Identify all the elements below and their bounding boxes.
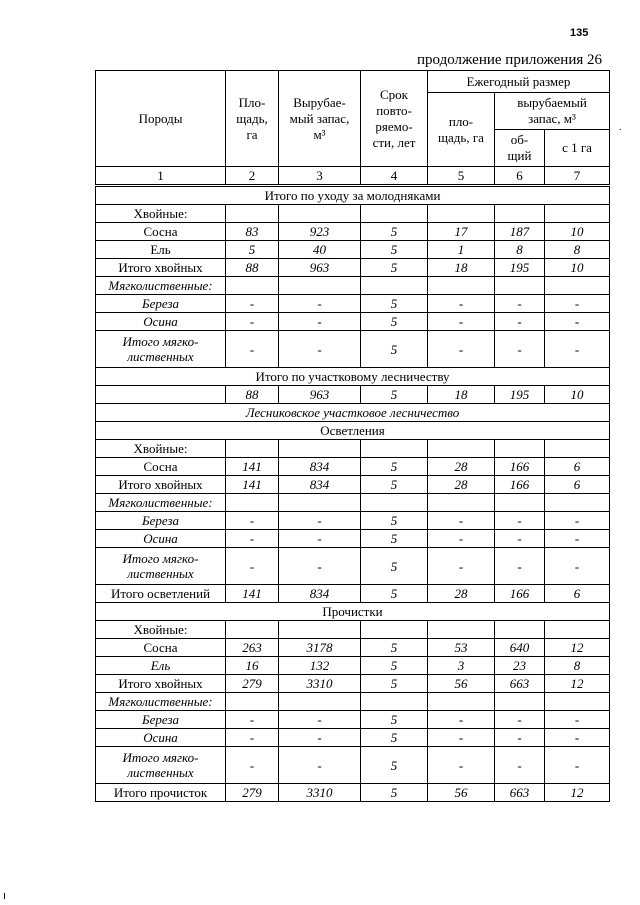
value-cell: 8 [495,241,545,259]
table-row [96,205,610,223]
value-cell [361,693,428,711]
value-cell: 5 [361,512,428,530]
value-cell: - [279,729,361,747]
value-cell: 166 [495,585,545,603]
index-cell: 3 [279,167,361,186]
page-number: 135 [570,27,589,39]
value-cell: 16 [226,657,279,675]
value-cell [226,205,279,223]
value-cell [495,621,545,639]
value-cell [279,205,361,223]
value-cell: 5 [361,259,428,277]
value-cell: 834 [279,458,361,476]
value-cell: 88 [226,386,279,404]
value-cell: 56 [428,675,495,693]
value-cell: 5 [361,241,428,259]
header-annual: Ежегодный размер [428,71,610,93]
header-annual-area: пло- щадь, га [428,93,495,167]
value-cell: 10 [545,386,610,404]
index-cell: 7 [545,167,610,186]
value-cell [428,621,495,639]
table-row [96,458,610,476]
value-cell [545,440,610,458]
header-period: Срок повто- ряемо- сти, лет [361,71,428,167]
value-cell: 53 [428,639,495,657]
value-cell: - [545,747,610,784]
header-stock: Вырубае- мый запас, м³ [279,71,361,167]
value-cell: - [226,295,279,313]
value-cell [279,494,361,512]
value-cell: 5 [361,729,428,747]
row-label: Хвойные: [96,621,226,639]
header-area: Пло- щадь, га [226,71,279,167]
value-cell: 963 [279,259,361,277]
value-cell: 5 [361,675,428,693]
index-cell: 6 [495,167,545,186]
row-label: Береза [96,512,226,530]
value-cell: 56 [428,784,495,802]
table-row [96,693,610,711]
value-cell: 12 [545,784,610,802]
value-cell: 6 [545,585,610,603]
value-cell [545,277,610,295]
column-index-row [96,167,610,186]
value-cell: 834 [279,476,361,494]
value-cell [226,621,279,639]
value-cell: - [226,711,279,729]
forestry-table [95,70,610,802]
value-cell: 5 [361,747,428,784]
row-label: Ель [96,657,226,675]
stray-tick [4,893,5,899]
value-cell [279,693,361,711]
value-cell: 279 [226,784,279,802]
table-row [96,729,610,747]
value-cell: 195 [495,386,545,404]
value-cell [495,277,545,295]
value-cell: 5 [361,530,428,548]
value-cell: 187 [495,223,545,241]
index-cell: 1 [96,167,226,186]
value-cell: - [279,331,361,368]
value-cell: 18 [428,386,495,404]
value-cell: - [545,313,610,331]
value-cell: - [428,747,495,784]
table-row [96,331,610,368]
continuation-caption: продолжение приложения 26 [417,52,602,68]
value-cell: 5 [361,476,428,494]
value-cell [226,693,279,711]
value-cell: 28 [428,458,495,476]
value-cell: - [279,313,361,331]
value-cell: - [428,295,495,313]
row-label: Мягколиственные: [96,277,226,295]
row-label: Сосна [96,223,226,241]
value-cell: - [226,512,279,530]
row-label: Итого хвойных [96,675,226,693]
value-cell: - [545,512,610,530]
value-cell: 5 [361,548,428,585]
section-heading: Лесниковское участковое лесничество [96,404,610,422]
value-cell: 18 [428,259,495,277]
value-cell [495,693,545,711]
value-cell: - [495,548,545,585]
table-row [96,548,610,585]
section-heading: Осветления [96,422,610,440]
section-heading: Итого по уходу за молодняками [96,186,610,205]
value-cell [428,277,495,295]
value-cell [545,621,610,639]
value-cell [495,440,545,458]
value-cell: 5 [361,386,428,404]
value-cell: - [545,711,610,729]
value-cell [545,494,610,512]
value-cell: 88 [226,259,279,277]
value-cell: - [495,530,545,548]
table-row [96,675,610,693]
table-row [96,476,610,494]
value-cell: - [428,313,495,331]
row-label: Мягколиственные: [96,693,226,711]
index-cell: 5 [428,167,495,186]
row-label: Осина [96,729,226,747]
value-cell: - [545,548,610,585]
table-row [96,585,610,603]
value-cell: 5 [226,241,279,259]
value-cell: 5 [361,223,428,241]
value-cell: - [226,313,279,331]
header-per-ha: с 1 га [545,130,610,167]
value-cell: 83 [226,223,279,241]
value-cell: 5 [361,711,428,729]
stray-mark: . [619,122,622,133]
row-label: Итого прочисток [96,784,226,802]
value-cell: 5 [361,639,428,657]
row-label: Береза [96,295,226,313]
row-label: Итого хвойных [96,259,226,277]
row-label: Береза [96,711,226,729]
value-cell: 923 [279,223,361,241]
value-cell: - [226,729,279,747]
value-cell: - [279,295,361,313]
value-cell [279,440,361,458]
value-cell: - [226,548,279,585]
row-label: Осина [96,530,226,548]
value-cell: 141 [226,585,279,603]
row-label: Мягколиственные: [96,494,226,512]
value-cell [226,494,279,512]
value-cell: - [226,331,279,368]
index-cell: 4 [361,167,428,186]
value-cell [495,205,545,223]
row-label: Сосна [96,458,226,476]
value-cell: 6 [545,458,610,476]
value-cell: 166 [495,476,545,494]
value-cell [361,621,428,639]
value-cell [279,277,361,295]
row-label [96,386,226,404]
value-cell: - [495,331,545,368]
row-label: Сосна [96,639,226,657]
value-cell: - [428,512,495,530]
value-cell: 663 [495,675,545,693]
value-cell: 663 [495,784,545,802]
value-cell: - [279,530,361,548]
value-cell [428,693,495,711]
value-cell: 10 [545,223,610,241]
value-cell: - [279,548,361,585]
value-cell [545,205,610,223]
value-cell: - [545,331,610,368]
value-cell [495,494,545,512]
value-cell: - [279,512,361,530]
value-cell [428,440,495,458]
value-cell: 6 [545,476,610,494]
value-cell: 5 [361,458,428,476]
value-cell: - [428,711,495,729]
value-cell: - [495,295,545,313]
table-row [96,223,610,241]
value-cell: 3310 [279,784,361,802]
value-cell: 834 [279,585,361,603]
row-label: Итого мягко- лиственных [96,331,226,368]
value-cell [545,693,610,711]
header-species: Породы [96,71,226,167]
value-cell: 132 [279,657,361,675]
section-heading: Итого по участковому лесничеству [96,368,610,386]
row-label: Итого хвойных [96,476,226,494]
value-cell: - [495,711,545,729]
table-row [96,657,610,675]
row-label: Итого мягко- лиственных [96,747,226,784]
value-cell: - [545,729,610,747]
row-label: Осина [96,313,226,331]
value-cell [361,440,428,458]
value-cell: 5 [361,657,428,675]
value-cell [361,205,428,223]
value-cell: 5 [361,784,428,802]
value-cell: - [226,530,279,548]
value-cell: 3310 [279,675,361,693]
value-cell: 1 [428,241,495,259]
table-row [96,259,610,277]
table-row [96,241,610,259]
value-cell [361,277,428,295]
value-cell: 28 [428,585,495,603]
value-cell: 5 [361,331,428,368]
value-cell: 263 [226,639,279,657]
value-cell: 5 [361,585,428,603]
header-total: об- щий [495,130,545,167]
value-cell: 23 [495,657,545,675]
value-cell: 10 [545,259,610,277]
row-label: Хвойные: [96,440,226,458]
value-cell [428,205,495,223]
value-cell: - [428,548,495,585]
table-row [96,440,610,458]
value-cell: 3178 [279,639,361,657]
value-cell: 12 [545,639,610,657]
value-cell: 640 [495,639,545,657]
value-cell: - [279,747,361,784]
value-cell: - [495,729,545,747]
table-row [96,747,610,784]
value-cell: - [495,313,545,331]
value-cell: - [428,729,495,747]
table-row [96,711,610,729]
value-cell [361,494,428,512]
value-cell: 963 [279,386,361,404]
value-cell: 17 [428,223,495,241]
value-cell [226,440,279,458]
table-row [96,784,610,802]
value-cell: 28 [428,476,495,494]
table-row [96,639,610,657]
value-cell: 8 [545,241,610,259]
value-cell: 141 [226,476,279,494]
value-cell: 5 [361,295,428,313]
value-cell: 8 [545,657,610,675]
value-cell: 3 [428,657,495,675]
table-row [96,313,610,331]
table-row [96,277,610,295]
value-cell: - [545,530,610,548]
value-cell: - [428,331,495,368]
row-label: Ель [96,241,226,259]
index-cell: 2 [226,167,279,186]
value-cell: - [428,530,495,548]
value-cell [226,277,279,295]
value-cell: 40 [279,241,361,259]
value-cell [428,494,495,512]
value-cell: - [279,711,361,729]
table-row [96,512,610,530]
row-label: Итого мягко- лиственных [96,548,226,585]
table-row [96,295,610,313]
value-cell: 195 [495,259,545,277]
value-cell: - [545,295,610,313]
value-cell: - [226,747,279,784]
table-row [96,386,610,404]
table-row [96,621,610,639]
header-annual-stock: вырубаемый запас, м³ [495,93,610,130]
section-heading: Прочистки [96,603,610,621]
value-cell: 141 [226,458,279,476]
value-cell: 166 [495,458,545,476]
row-label: Хвойные: [96,205,226,223]
row-label: Итого осветлений [96,585,226,603]
table-row [96,530,610,548]
value-cell [279,621,361,639]
value-cell: - [495,747,545,784]
table-row [96,494,610,512]
value-cell: - [495,512,545,530]
value-cell: 279 [226,675,279,693]
value-cell: 12 [545,675,610,693]
value-cell: 5 [361,313,428,331]
